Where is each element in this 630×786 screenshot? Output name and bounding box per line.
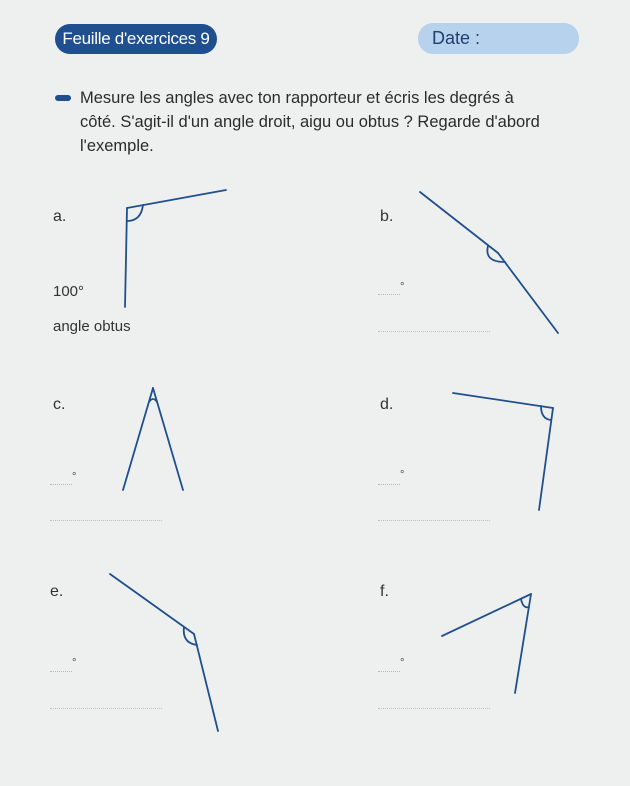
exercise-a-answer: angle obtus: [53, 318, 131, 335]
angle-b-drawing: [420, 192, 558, 333]
angle-d-drawing: [453, 393, 553, 510]
exercise-a-label: a.: [53, 208, 67, 225]
angle-c-drawing: [123, 388, 183, 490]
exercise-d-label: d.: [380, 396, 394, 413]
instructions-text: Mesure les angles avec ton rapporteur et écris les degrés à côté. S'agit-il d'un angle droit, aigu ou obtus ? Regarde d'abord l'exemple.: [80, 89, 540, 155]
exercise-f-degree-sign: °: [400, 657, 405, 669]
exercise-b-degree-sign: °: [400, 281, 405, 293]
angle-a-drawing: [125, 190, 226, 307]
exercise-b-label: b.: [380, 208, 394, 225]
exercise-d-degree-sign: °: [400, 469, 405, 481]
exercise-e-degree-sign: °: [72, 657, 77, 669]
sheet-title-badge: Feuille d'exercices 9: [55, 24, 217, 54]
angle-f-drawing: [442, 594, 531, 693]
exercise-e-label: e.: [50, 583, 64, 600]
exercise-c-degree-sign: °: [72, 471, 77, 483]
exercise-f-label: f.: [380, 583, 389, 600]
angle-e-drawing: [110, 574, 218, 731]
exercise-c-label: c.: [53, 396, 66, 413]
date-field[interactable]: Date :: [418, 23, 579, 54]
exercise-a-degrees: 100°: [53, 283, 85, 300]
